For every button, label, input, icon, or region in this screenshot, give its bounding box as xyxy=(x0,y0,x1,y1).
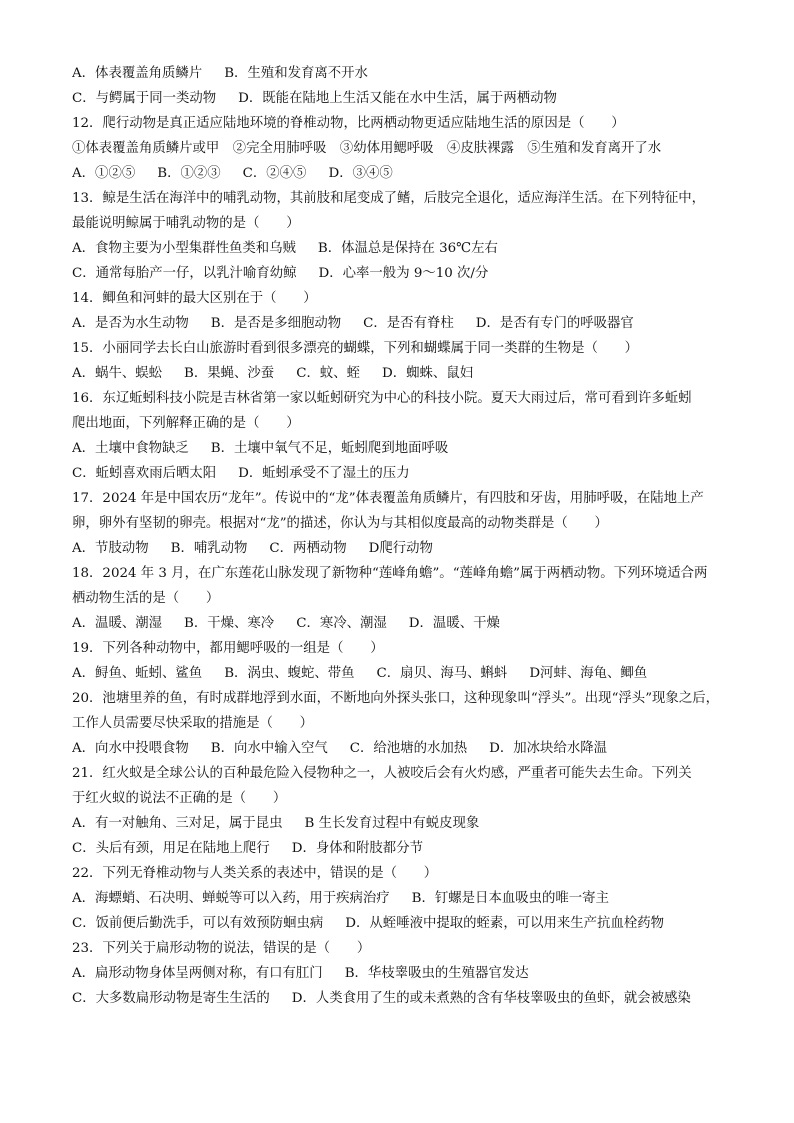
answer-option: B．华枝睾吸虫的生殖器官发达 xyxy=(344,966,529,981)
answer-options-line xyxy=(72,311,744,336)
question-text-line: 15．小丽同学去长白山旅游时看到很多漂亮的蝴蝶，下列和蝴蝶属于同一类群的生物是（ ） xyxy=(72,341,639,356)
answer-option: A．食物主要为小型集群性鱼类和乌贼 xyxy=(72,241,296,256)
answer-option: A．是否为水生动物 xyxy=(72,316,189,331)
answer-option: A．有一对触角、三对足，属于昆虫 xyxy=(72,816,283,831)
answer-options-line xyxy=(72,536,744,561)
answer-option: D．身体和附肢都分节 xyxy=(291,841,423,856)
question-text-line: 14．鲫鱼和河蚌的最大区别在于（ ） xyxy=(72,291,317,306)
question-text-line: 卵，卵外有坚韧的卵壳。根据对“龙”的描述，你认为与其相似度最高的动物类群是（ ） xyxy=(72,516,608,531)
answer-option: C．两栖动物 xyxy=(269,541,347,556)
question-text-line: 爬出地面，下列解释正确的是（ ） xyxy=(72,416,300,431)
answer-option: D．是否有专门的呼吸器官 xyxy=(475,316,634,331)
answer-option: A．鲟鱼、蚯蚓、鲨鱼 xyxy=(72,666,203,681)
answer-option: C．与鳄属于同一类动物 xyxy=(72,91,217,106)
answer-option: C．②④⑤ xyxy=(242,166,307,181)
answer-option: A．土壤中食物缺乏 xyxy=(72,441,189,456)
answer-option: A．海螵蛸、石决明、蝉蜕等可以入药，用于疾病治疗 xyxy=(72,891,390,906)
answer-option: B 生长发育过程中有蜕皮现象 xyxy=(304,816,480,831)
answer-option: C．饭前便后勤洗手，可以有效预防蛔虫病 xyxy=(72,916,324,931)
answer-option: B．体温总是保持在 36℃左右 xyxy=(317,241,498,256)
answer-option: C．寒冷、潮湿 xyxy=(296,616,387,631)
answer-option: D．温暖、干燥 xyxy=(408,616,500,631)
question-text-line: 17．2024 年是中国农历“龙年”。传说中的“龙”体表覆盖角质鳞片，有四肢和牙齿，用肺呼吸，在陆地上产 xyxy=(72,491,704,506)
answer-option: D．加冰块给水降温 xyxy=(489,741,608,756)
answer-option: A．向水中投喂食物 xyxy=(72,741,189,756)
answer-option: A．节肢动物 xyxy=(72,541,149,556)
question-text-line: 工作人员需要尽快采取的措施是（ ） xyxy=(72,716,314,731)
answer-option: B．涡虫、蝮蛇、带鱼 xyxy=(224,666,355,681)
answer-options-line xyxy=(72,911,744,936)
answer-option: B．干燥、寒冷 xyxy=(184,616,275,631)
question-text-line: 栖动物生活的是（ ） xyxy=(72,591,220,606)
answer-option: D．③④⑤ xyxy=(328,166,393,181)
answer-option: A．①②⑤ xyxy=(72,166,136,181)
question-text-line: 16．东辽蚯蚓科技小院是吉林省第一家以蚯蚓研究为中心的科技小院。夏天大雨过后，常可看到许多蚯蚓 xyxy=(72,391,692,406)
question-text-line: 21．红火蚁是全球公认的百种最危险入侵物种之一，人被咬后会有火灼感，严重者可能失去生命。下列关 xyxy=(72,766,692,781)
answer-option: B．向水中输入空气 xyxy=(210,741,328,756)
answer-option: D．从蛭唾液中提取的蛭素，可以用来生产抗血栓药物 xyxy=(345,916,664,931)
answer-option: D河蚌、海龟、鲫鱼 xyxy=(529,666,648,681)
question-text-line: 13．鲸是生活在海洋中的哺乳动物，其前肢和尾变成了鳍，后肢完全退化，适应海洋生活。在下列特征中， xyxy=(72,191,706,206)
answer-options-line xyxy=(72,461,744,486)
question-text-line: 18．2024 年 3 月，在广东莲花山脉发现了新物种“莲峰角蟾”。“莲峰角蟾”属于两栖动物。下列环境适合两 xyxy=(72,566,708,581)
answer-option: B．土壤中氧气不足，蚯蚓爬到地面呼吸 xyxy=(210,441,449,456)
answer-options-line xyxy=(72,886,744,911)
answer-option: B．钉螺是日本血吸虫的唯一寄主 xyxy=(411,891,609,906)
question-text-line: 19．下列各种动物中，都用鳃呼吸的一组是（ ） xyxy=(72,641,384,656)
question-text-line: 最能说明鲸属于哺乳动物的是（ ） xyxy=(72,216,300,231)
answer-options-line xyxy=(72,611,744,636)
answer-option: C．大多数扁形动物是寄生生活的 xyxy=(72,991,270,1006)
question-text-line: 于红火蚁的说法不正确的是（ ） xyxy=(72,791,287,806)
question-text-line: ①体表覆盖角质鳞片或甲 ②完全用肺呼吸 ③幼体用鳃呼吸 ④皮肤裸露 ⑤生殖和发育离开了水 xyxy=(72,141,662,156)
question-text-line: 20．池塘里养的鱼，有时成群地浮到水面，不断地向外探头张口，这种现象叫“浮头”。出现“浮头”现象之后， xyxy=(72,691,719,706)
answer-options-line xyxy=(72,836,744,861)
answer-option: A．体表覆盖角质鳞片 xyxy=(72,66,203,81)
answer-option: A．蜗牛、蜈蚣 xyxy=(72,366,163,381)
answer-options-line xyxy=(72,161,744,186)
answer-option: D爬行动物 xyxy=(368,541,433,556)
answer-option: D．蜘蛛、鼠妇 xyxy=(382,366,474,381)
answer-options-line xyxy=(72,736,744,761)
answer-options-line xyxy=(72,661,744,686)
answer-option: C．蚯蚓喜欢雨后晒太阳 xyxy=(72,466,217,481)
question-text-line: 12．爬行动物是真正适应陆地环境的脊椎动物，比两栖动物更适应陆地生活的原因是（ ） xyxy=(72,116,625,131)
answer-option: C．扇贝、海马、蝌蚪 xyxy=(376,666,508,681)
answer-option: D．人类食用了生的或未煮熟的含有华枝睾吸虫的鱼虾，就会被感染 xyxy=(291,991,691,1006)
answer-option: A．扁形动物身体呈两侧对称，有口有肛门 xyxy=(72,966,323,981)
answer-option: B．生殖和发育离不开水 xyxy=(224,66,368,81)
answer-options-line xyxy=(72,361,744,386)
answer-options-line xyxy=(72,436,744,461)
answer-option: C．是否有脊柱 xyxy=(363,316,454,331)
answer-options-line xyxy=(72,986,744,1011)
answer-option: C．蚊、蛭 xyxy=(296,366,361,381)
answer-option: B．哺乳动物 xyxy=(170,541,248,556)
question-text-line: 22．下列无脊椎动物与人类关系的表述中，错误的是（ ） xyxy=(72,866,438,881)
answer-option: D．既能在陆地上生活又能在水中生活，属于两栖动物 xyxy=(238,91,557,106)
answer-options-line xyxy=(72,811,744,836)
answer-options-line xyxy=(72,86,744,111)
answer-option: C．通常每胎产一仔，以乳汁喻育幼鲸 xyxy=(72,266,297,281)
answer-options-line xyxy=(72,961,744,986)
answer-option: B．①②③ xyxy=(157,166,221,181)
answer-option: B．是否是多细胞动物 xyxy=(210,316,342,331)
answer-options-line xyxy=(72,61,744,86)
answer-options-line xyxy=(72,261,744,286)
answer-option: D．心率一般为 9～10 次/分 xyxy=(318,266,489,281)
answer-option: D．蚯蚓承受不了湿土的压力 xyxy=(238,466,410,481)
question-text-line: 23．下列关于扁形动物的说法，错误的是（ ） xyxy=(72,941,371,956)
answer-option: C．给池塘的水加热 xyxy=(349,741,468,756)
answer-option: C．头后有颈，用足在陆地上爬行 xyxy=(72,841,270,856)
answer-options-line xyxy=(72,236,744,261)
answer-option: A．温暖、潮湿 xyxy=(72,616,163,631)
answer-option: B．果蝇、沙蚕 xyxy=(184,366,275,381)
